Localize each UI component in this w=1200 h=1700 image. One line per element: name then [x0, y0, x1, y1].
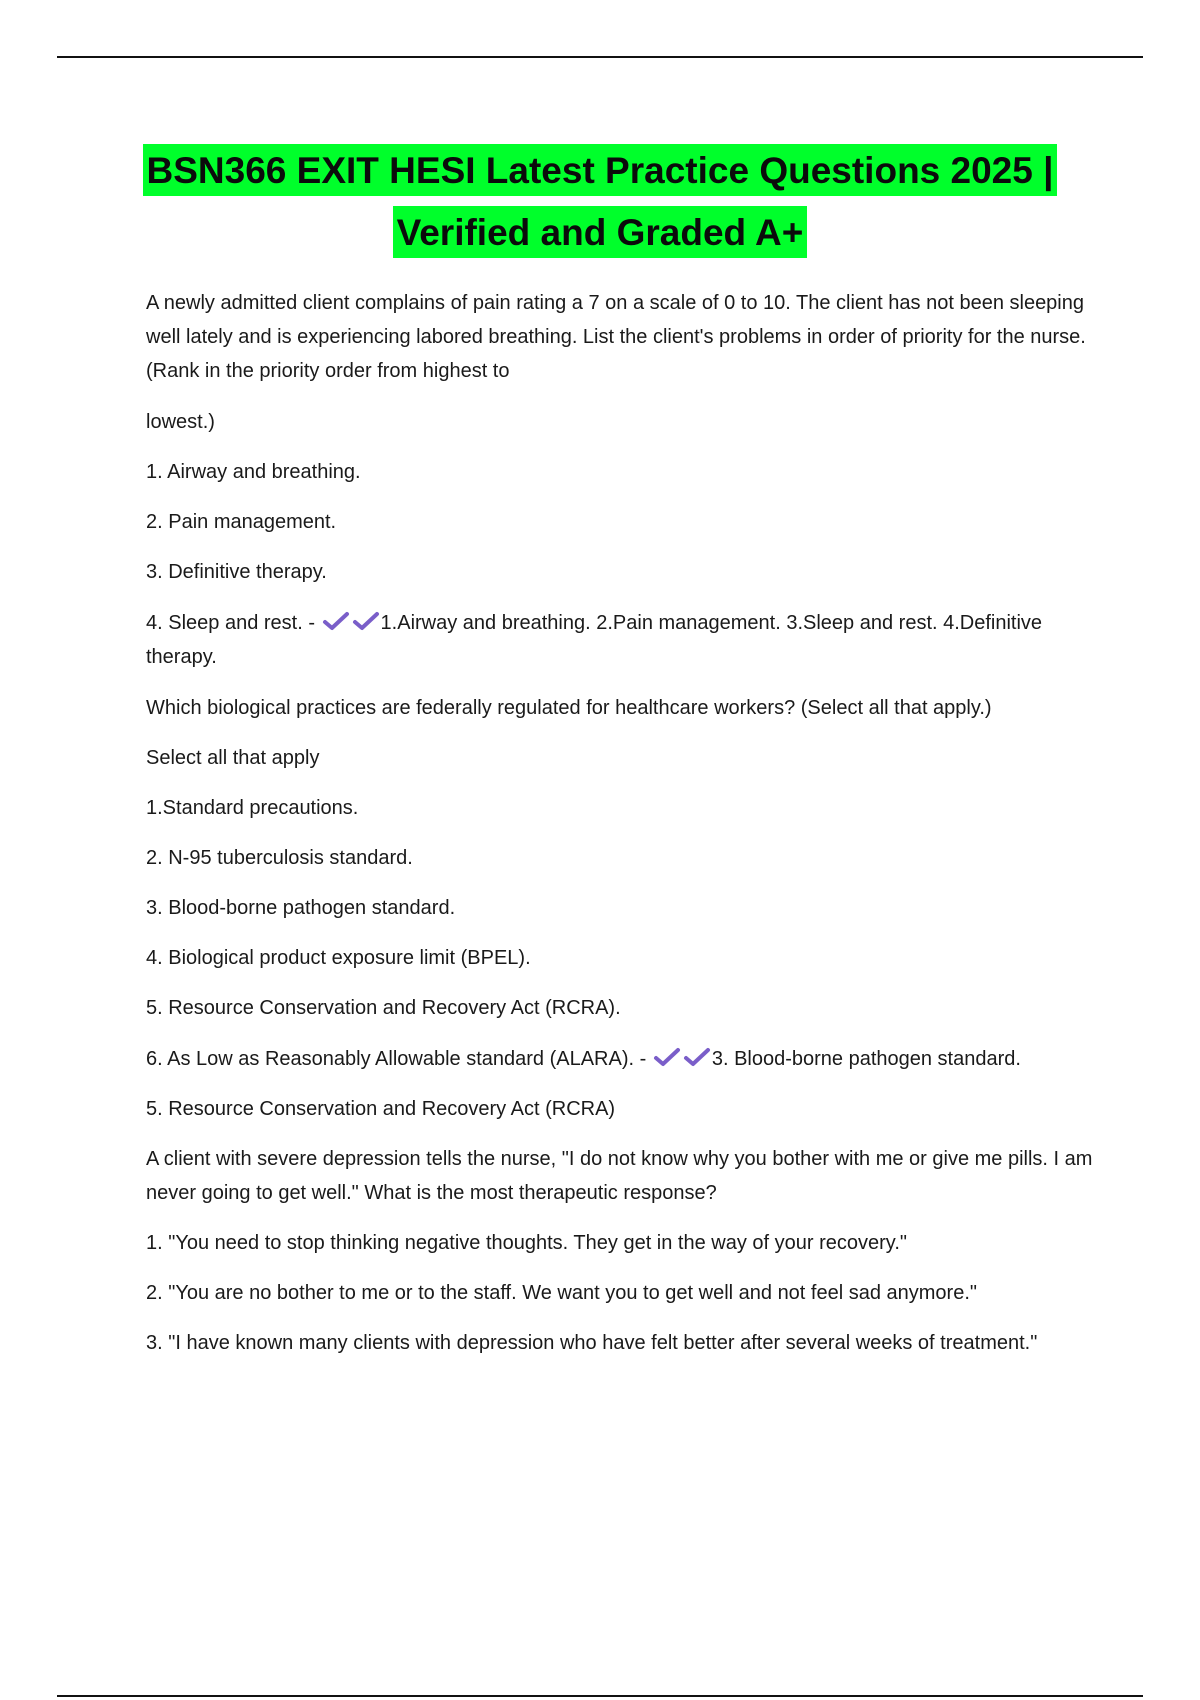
document-body [146, 286, 1106, 1360]
q2-answer: 3. Blood-borne pathogen standard. [711, 1048, 1021, 1070]
title-highlight-line2: Verified and Graded A+ [393, 206, 808, 258]
q1-stem-cont: lowest.) [146, 411, 215, 433]
q1-option-2: 2. Pain management. [146, 511, 337, 533]
q2-option-3: 3. Blood-borne pathogen standard. [146, 897, 456, 919]
q2-option-1: 1.Standard precautions. [146, 797, 359, 819]
q2-stem: Which biological practices are federally regulated for healthcare workers? (Select all that apply.) [146, 697, 992, 719]
checkmark-icon [682, 1046, 712, 1068]
title-highlight-line1: BSN366 EXIT HESI Latest Practice Questions 2025 | [143, 144, 1058, 196]
q3-option-3: 3. "I have known many clients with depression who have felt better after several weeks of treatment." [146, 1332, 1038, 1354]
checkmark-icon [321, 610, 351, 632]
q1-answer: 1.Airway and breathing. 2.Pain management. 3.Sleep and rest. 4.Definitive therapy. [146, 612, 1043, 668]
checkmark-icon [351, 610, 381, 632]
q1-option-4: 4. Sleep and rest. - [146, 612, 315, 634]
header-rule [57, 56, 1143, 58]
document-title [60, 140, 1140, 264]
q2-option-5: 5. Resource Conservation and Recovery Act (RCRA). [146, 997, 621, 1019]
q3-option-2: 2. "You are no bother to me or to the staff. We want you to get well and not feel sad anymore." [146, 1282, 977, 1304]
q3-stem: A client with severe depression tells the nurse, "I do not know why you bother with me or give me pills. I am never going to get well." What is the most therapeutic response? [146, 1148, 1093, 1204]
q1-option-3: 3. Definitive therapy. [146, 561, 327, 583]
footer-rule [57, 1695, 1143, 1697]
q2-instruction: Select all that apply [146, 747, 320, 769]
q2-option-2: 2. N-95 tuberculosis standard. [146, 847, 413, 869]
q2-option-4: 4. Biological product exposure limit (BPEL). [146, 947, 531, 969]
q3-option-1: 1. "You need to stop thinking negative thoughts. They get in the way of your recovery." [146, 1232, 907, 1254]
q2-answer-cont: 5. Resource Conservation and Recovery Act (RCRA) [146, 1098, 616, 1120]
q1-option-4-answer [146, 606, 1106, 674]
checkmark-icon [652, 1046, 682, 1068]
q1-stem: A newly admitted client complains of pain rating a 7 on a scale of 0 to 10. The client has not been sleeping well lately and is experiencing labored breathing. List the client's problems in order of priority for the nurse. (Rank in the priority order from highest to [146, 292, 1086, 382]
q1-option-1: 1. Airway and breathing. [146, 461, 361, 483]
q2-option-6-answer [146, 1042, 1106, 1076]
q2-option-6: 6. As Low as Reasonably Allowable standard (ALARA). - [146, 1048, 647, 1070]
